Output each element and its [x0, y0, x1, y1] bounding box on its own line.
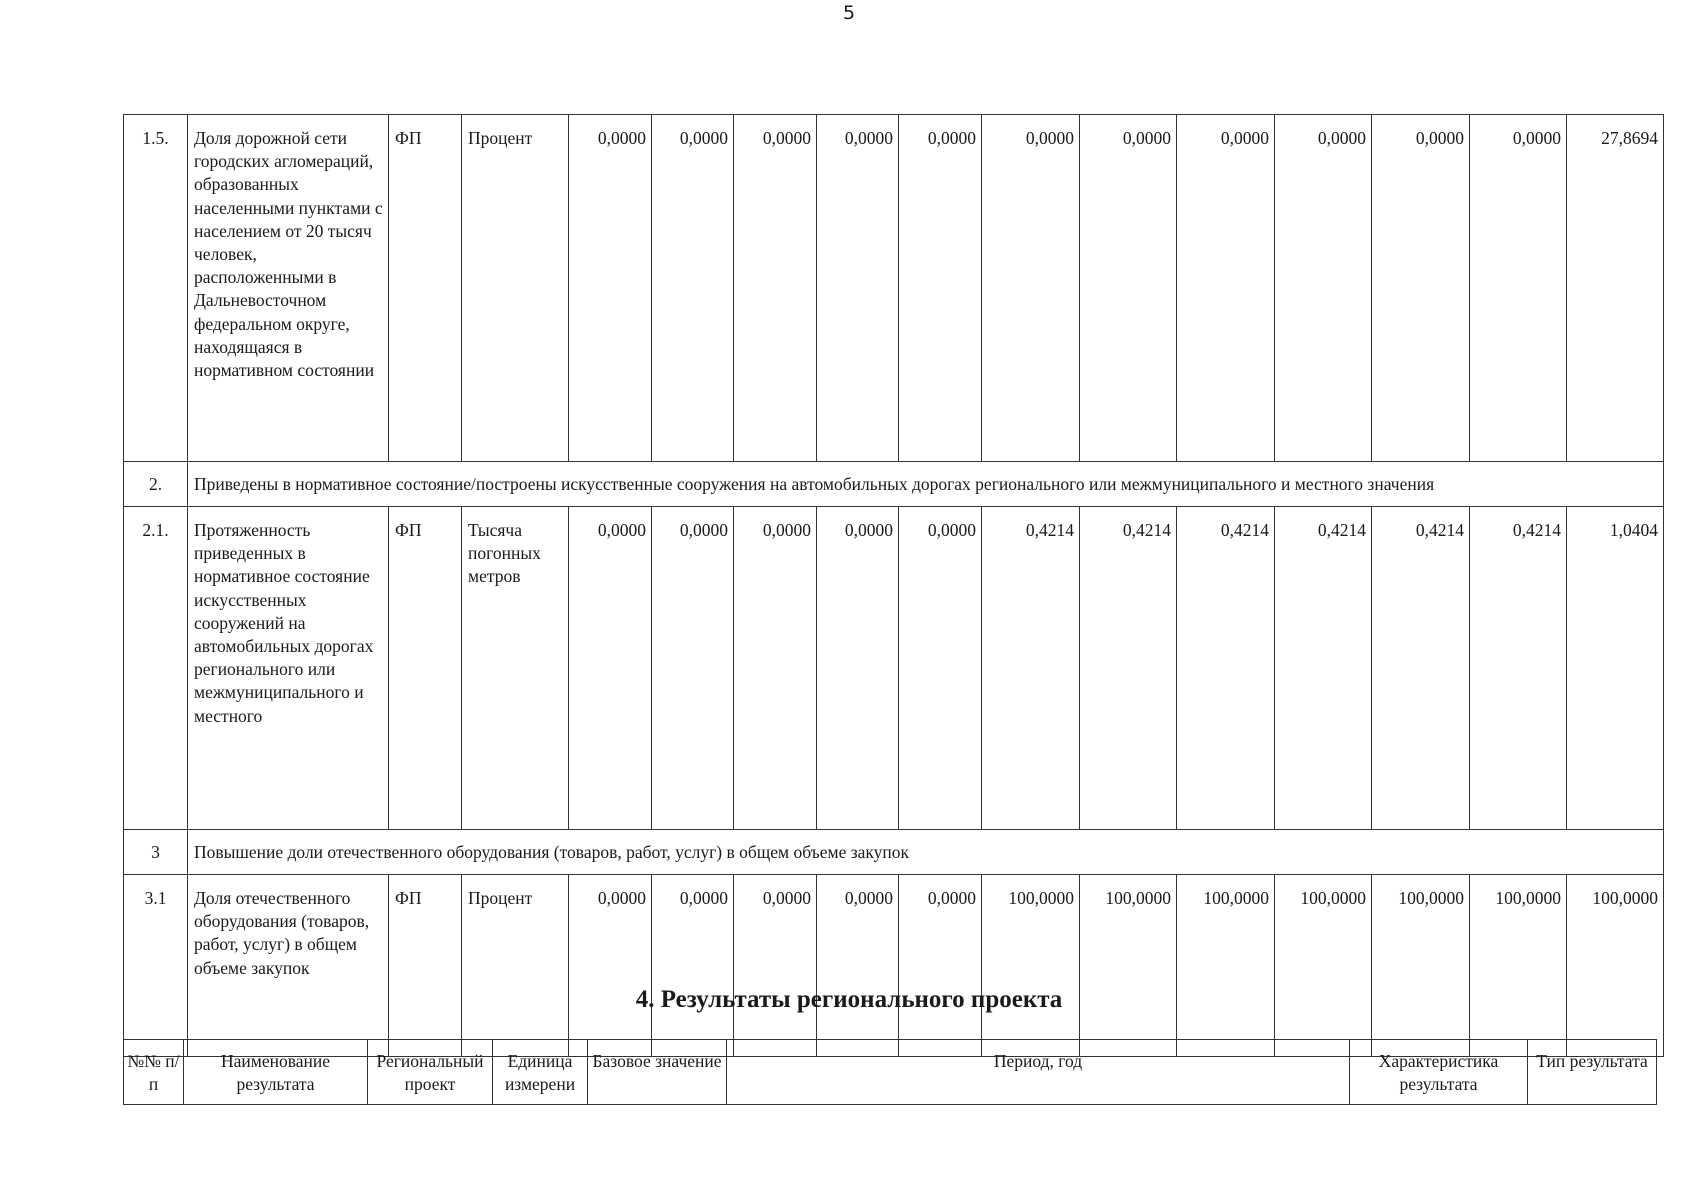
indicator-value: 0,0000 — [1470, 115, 1567, 462]
indicator-value: 0,0000 — [817, 115, 899, 462]
indicator-value: 0,0000 — [734, 507, 817, 830]
indicator-value: 0,0000 — [569, 507, 652, 830]
indicator-value: 0,0000 — [982, 115, 1080, 462]
indicator-unit: Процент — [462, 875, 569, 1057]
page-number: 5 — [842, 2, 856, 24]
section-number: 2. — [124, 462, 188, 507]
indicator-value: 0,4214 — [1372, 507, 1470, 830]
indicator-value: 0,0000 — [1372, 115, 1470, 462]
indicator-row — [124, 875, 1664, 1057]
results-header-cell: Единица измерени — [493, 1040, 588, 1105]
indicator-value: 0,4214 — [1177, 507, 1275, 830]
indicator-unit: Тысяча погонных метров — [462, 507, 569, 830]
indicator-value: 100,0000 — [1372, 875, 1470, 1057]
indicator-type: ФП — [389, 875, 462, 1057]
section-row — [124, 830, 1664, 875]
indicator-value: 100,0000 — [1567, 875, 1664, 1057]
indicator-value: 0,0000 — [652, 875, 734, 1057]
indicator-value: 0,0000 — [652, 115, 734, 462]
indicator-type: ФП — [389, 507, 462, 830]
indicator-value: 0,0000 — [652, 507, 734, 830]
indicator-value: 100,0000 — [1080, 875, 1177, 1057]
indicator-value: 1,0404 — [1567, 507, 1664, 830]
indicator-number: 3.1 — [124, 875, 188, 1057]
indicator-value: 0,0000 — [569, 875, 652, 1057]
indicator-value: 0,0000 — [817, 507, 899, 830]
indicator-value: 0,0000 — [734, 115, 817, 462]
indicator-value: 0,0000 — [899, 115, 982, 462]
indicator-row — [124, 115, 1664, 462]
indicator-type: ФП — [389, 115, 462, 462]
indicator-row — [124, 507, 1664, 830]
section-title: Повышение доли отечественного оборудования (товаров, работ, услуг) в общем объеме закупок — [188, 830, 1664, 875]
indicators-table — [123, 114, 1664, 1057]
section-title: Приведены в нормативное состояние/построены искусственные сооружения на автомобильных дорогах регионального или межмуниципального и местного значения — [188, 462, 1664, 507]
indicator-value: 0,0000 — [734, 875, 817, 1057]
indicator-value: 0,0000 — [1177, 115, 1275, 462]
indicator-unit: Процент — [462, 115, 569, 462]
results-header-cell: №№ п/п — [124, 1040, 184, 1105]
indicator-name: Протяженность приведенных в нормативное состояние искусственных сооружений на автомобильных дорогах регионального или межмуниципального и местного — [188, 507, 389, 830]
indicator-value: 0,4214 — [1080, 507, 1177, 830]
indicator-value: 0,0000 — [899, 875, 982, 1057]
section-number: 3 — [124, 830, 188, 875]
indicator-number: 2.1. — [124, 507, 188, 830]
indicator-value: 100,0000 — [1470, 875, 1567, 1057]
indicator-name: Доля дорожной сети городских агломераций, образованных населенными пунктами с населением от 20 тысяч человек, расположенными в Дальневосточном федеральном округе, находящаяся в нормативном состоянии — [188, 115, 389, 462]
section-heading-results: 4. Результаты регионального проекта — [635, 986, 1063, 1013]
results-header-cell: Тип результата — [1528, 1040, 1657, 1105]
indicator-value: 0,0000 — [569, 115, 652, 462]
indicator-value: 100,0000 — [1177, 875, 1275, 1057]
indicator-value: 0,0000 — [899, 507, 982, 830]
results-table — [123, 1039, 1657, 1105]
results-header-cell: Наименование результата — [184, 1040, 368, 1105]
results-header-cell: Региональный проект — [368, 1040, 493, 1105]
results-header-cell: Период, год — [727, 1040, 1350, 1105]
results-header-cell: Характеристика результата — [1350, 1040, 1528, 1105]
indicator-value: 0,4214 — [1470, 507, 1567, 830]
indicator-value: 0,0000 — [1275, 115, 1372, 462]
indicator-value: 0,0000 — [817, 875, 899, 1057]
indicator-value: 100,0000 — [1275, 875, 1372, 1057]
indicator-name: Доля отечественного оборудования (товаров, работ, услуг) в общем объеме закупок — [188, 875, 389, 1057]
indicator-value: 0,4214 — [1275, 507, 1372, 830]
indicator-number: 1.5. — [124, 115, 188, 462]
indicator-value: 0,4214 — [982, 507, 1080, 830]
section-row — [124, 462, 1664, 507]
indicator-value: 27,8694 — [1567, 115, 1664, 462]
results-header-cell: Базовое значение — [588, 1040, 727, 1105]
indicator-value: 100,0000 — [982, 875, 1080, 1057]
results-header-row — [124, 1040, 1657, 1105]
indicator-value: 0,0000 — [1080, 115, 1177, 462]
